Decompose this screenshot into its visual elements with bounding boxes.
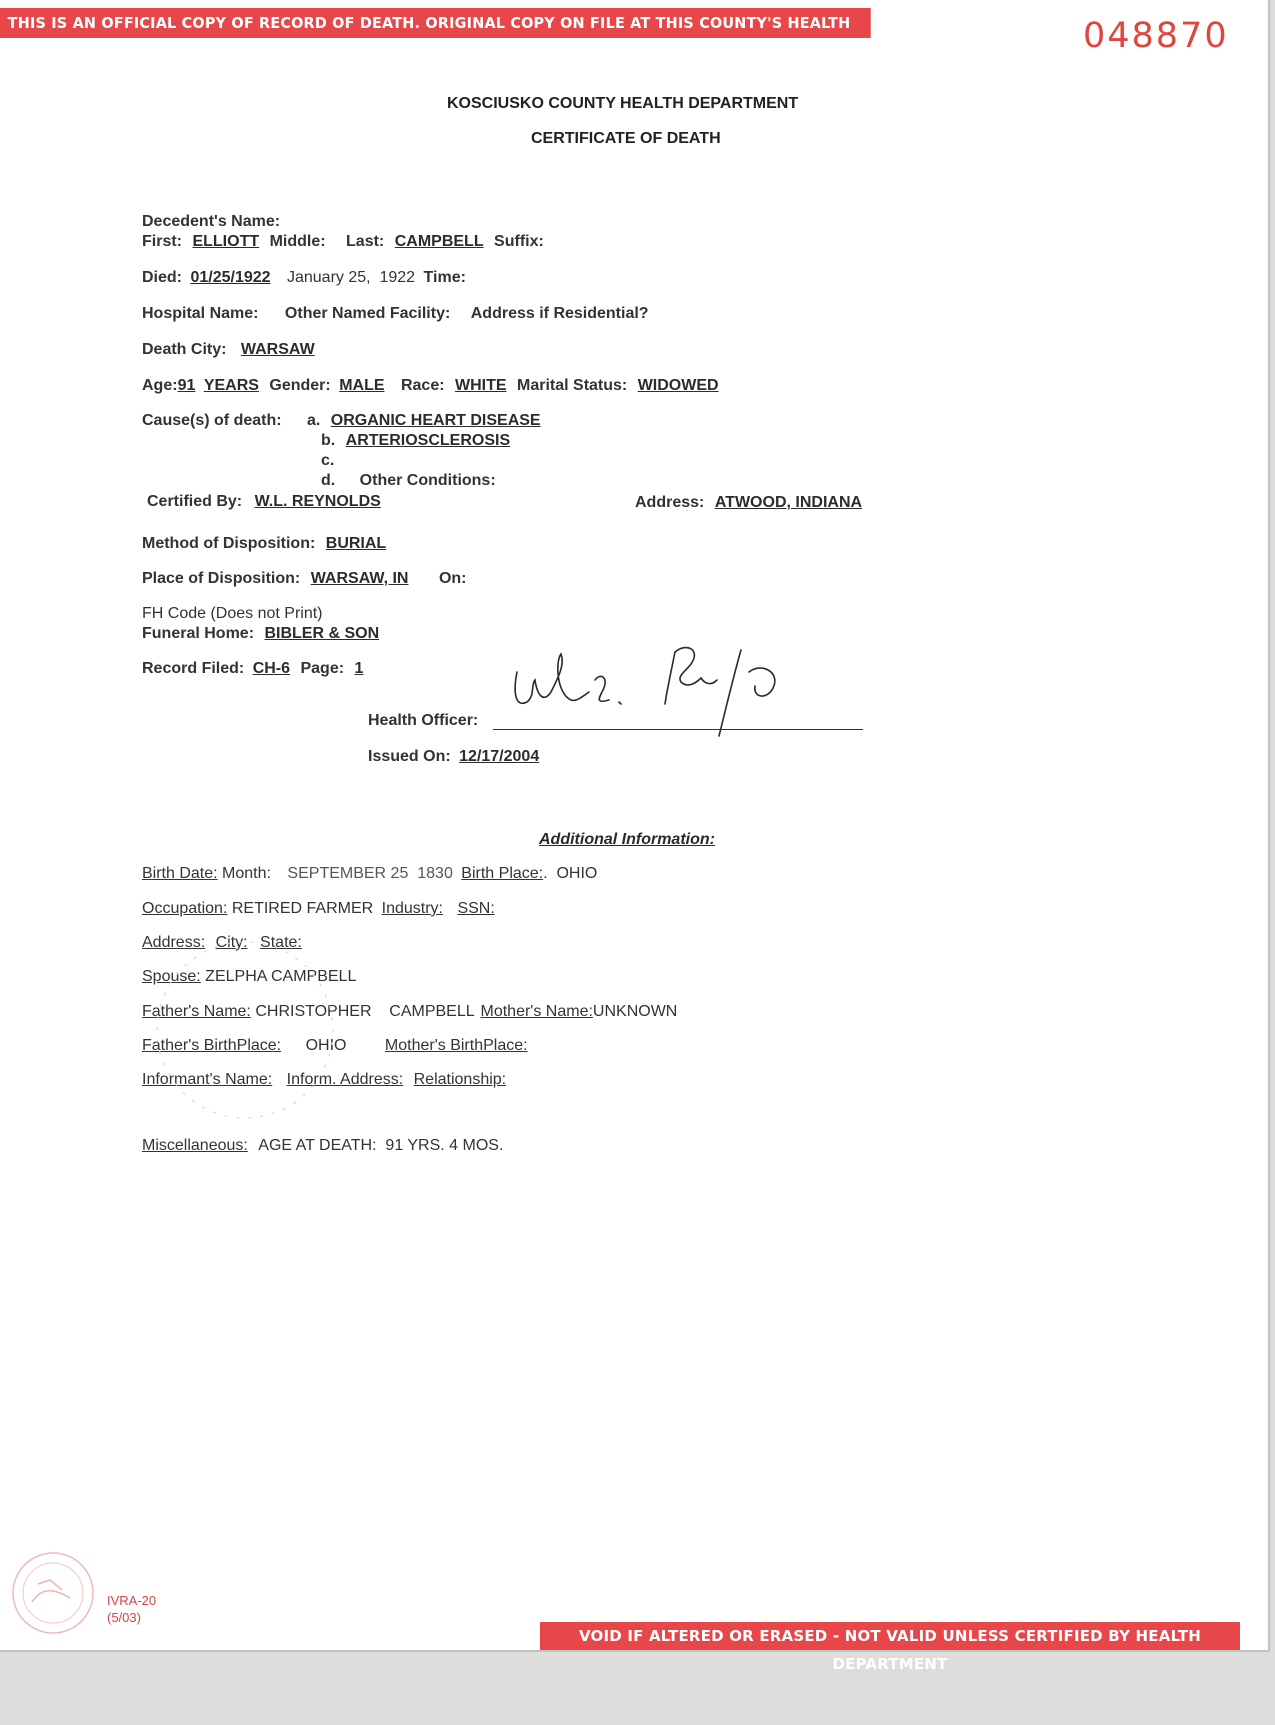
- cause-a-row: [307, 412, 541, 430]
- month-label: Month:: [222, 865, 271, 882]
- miscellaneous-value: AGE AT DEATH: 91 YRS. 4 MOS.: [258, 1137, 504, 1154]
- birth-date-row: [142, 865, 597, 883]
- department-title: KOSCIUSKO COUNTY HEALTH DEPARTMENT: [447, 95, 799, 112]
- mother-name-value: UNKNOWN: [592, 1003, 678, 1020]
- residential-address-label: Address if Residential?: [470, 305, 649, 322]
- certified-by-value: W.L. REYNOLDS: [254, 493, 381, 510]
- marital-status-label: Marital Status:: [517, 377, 628, 394]
- spouse-label: Spouse:: [142, 968, 201, 985]
- cause-b-row: [321, 432, 510, 450]
- occupation-label: Occupation:: [142, 900, 228, 917]
- informant-address-label: Inform. Address:: [286, 1071, 404, 1088]
- hospital-name-label: Hospital Name:: [142, 305, 259, 322]
- causes-label: Cause(s) of death:: [142, 412, 282, 429]
- official-copy-banner: THIS IS AN OFFICIAL COPY OF RECORD OF DEATH. ORIGINAL COPY ON FILE AT THIS COUNTY'S HEALTH DEPARTMENT: [0, 8, 871, 38]
- certified-by-row: [147, 493, 381, 511]
- demographics-row: [142, 377, 719, 395]
- time-label: Time:: [423, 269, 466, 286]
- relationship-label: Relationship:: [413, 1071, 507, 1088]
- age-value: 91: [177, 377, 196, 394]
- mother-name-label: Mother's Name:: [480, 1003, 593, 1020]
- disposition-place-row: [142, 570, 466, 588]
- birth-date-label: Birth Date:: [142, 865, 218, 882]
- occupation-row: [142, 900, 495, 918]
- cause-b-value: ARTERIOSCLEROSIS: [345, 432, 511, 449]
- birth-date-value: SEPTEMBER 25 1830: [287, 865, 453, 882]
- certifier-address-row: [635, 494, 862, 512]
- certifier-address-label: Address:: [635, 494, 705, 511]
- embossed-seal-mark: [150, 925, 340, 1135]
- issued-on-label: Issued On:: [368, 748, 451, 765]
- decedent-name-label: Decedent's Name:: [142, 213, 281, 230]
- other-facility-label: Other Named Facility:: [284, 305, 451, 322]
- fh-code-label: FH Code (Does not Print): [142, 605, 323, 622]
- record-filed-label: Record Filed:: [142, 660, 245, 677]
- first-name-value: ELLIOTT: [192, 233, 260, 250]
- health-officer-signature: [505, 632, 835, 742]
- last-name-value: CAMPBELL: [394, 233, 484, 250]
- gender-value: MALE: [339, 377, 385, 394]
- form-code: IVRA-20: [107, 1593, 157, 1608]
- suffix-label: Suffix:: [494, 233, 544, 250]
- cause-b-letter: b.: [321, 432, 336, 449]
- state-label: State:: [260, 934, 302, 951]
- issued-on-row: [368, 748, 539, 766]
- spouse-value: ZELPHA CAMPBELL: [205, 968, 357, 985]
- cause-d-row: [321, 472, 496, 490]
- died-long-date: January 25, 1922: [286, 269, 416, 286]
- funeral-home-value: BIBLER & SON: [264, 625, 380, 642]
- age-label: Age:: [142, 377, 178, 394]
- record-filed-value: CH-6: [252, 660, 291, 677]
- death-city-value: WARSAW: [240, 341, 315, 358]
- mother-birthplace-label: Mother's BirthPlace:: [384, 1037, 528, 1054]
- industry-label: Industry:: [381, 900, 443, 917]
- death-city-row: [142, 341, 315, 359]
- race-label: Race:: [400, 377, 445, 394]
- miscellaneous-row: [142, 1137, 503, 1155]
- void-warning-banner: VOID IF ALTERED OR ERASED - NOT VALID UNLESS CERTIFIED BY HEALTH DEPARTMENT: [540, 1622, 1240, 1650]
- miscellaneous-label: Miscellaneous:: [142, 1137, 248, 1154]
- page-label: Page:: [300, 660, 345, 677]
- birth-place-value: . OHIO: [543, 865, 598, 882]
- serial-number: 048870: [1083, 16, 1229, 56]
- cause-d-letter: d.: [321, 472, 336, 489]
- other-conditions-label: Other Conditions:: [359, 472, 496, 489]
- age-unit: YEARS: [203, 377, 259, 394]
- disposition-place-value: WARSAW, IN: [310, 570, 409, 587]
- disposition-on-label: On:: [438, 570, 467, 587]
- father-birthplace-label: Father's BirthPlace:: [142, 1037, 282, 1054]
- issued-on-value: 12/17/2004: [459, 748, 540, 765]
- certificate-title: CERTIFICATE OF DEATH: [531, 130, 721, 147]
- record-filed-row: [142, 660, 363, 678]
- funeral-home-row: [142, 625, 379, 643]
- signature-line: [493, 729, 863, 730]
- disposition-method-row: [142, 535, 386, 553]
- disposition-place-label: Place of Disposition:: [142, 570, 301, 587]
- address-label: Address:: [142, 934, 206, 951]
- disposition-method-label: Method of Disposition:: [142, 535, 316, 552]
- cause-a-letter: a.: [307, 412, 321, 429]
- cause-c-letter: c.: [321, 452, 335, 469]
- father-birthplace-value: OHIO: [305, 1037, 347, 1054]
- death-city-label: Death City:: [142, 341, 227, 358]
- facility-row: [142, 305, 649, 323]
- disposition-method-value: BURIAL: [325, 535, 387, 552]
- marital-status-value: WIDOWED: [637, 377, 719, 394]
- died-row: [142, 269, 466, 287]
- decedent-name-row: [142, 233, 544, 251]
- health-officer-label: Health Officer:: [368, 712, 479, 729]
- died-date-value: 01/25/1922: [190, 269, 271, 286]
- gender-label: Gender:: [269, 377, 331, 394]
- last-name-label: Last:: [346, 233, 385, 250]
- certifier-address-value: ATWOOD, INDIANA: [714, 494, 863, 511]
- funeral-home-label: Funeral Home:: [142, 625, 255, 642]
- additional-info-title: Additional Information:: [539, 831, 715, 848]
- birth-place-label: Birth Place:: [461, 865, 544, 882]
- father-name-value: CHRISTOPHER CAMPBELL: [255, 1003, 475, 1020]
- race-value: WHITE: [455, 377, 507, 394]
- occupation-value: RETIRED FARMER: [231, 900, 374, 917]
- informant-name-label: Informant's Name:: [142, 1071, 273, 1088]
- ssn-label: SSN:: [457, 900, 495, 917]
- cause-a-value: ORGANIC HEART DISEASE: [330, 412, 541, 429]
- first-name-label: First:: [142, 233, 182, 250]
- city-label: City:: [215, 934, 248, 951]
- state-seal: [10, 1550, 96, 1636]
- page-value: 1: [354, 660, 364, 677]
- father-name-label: Father's Name:: [142, 1003, 251, 1020]
- middle-name-label: Middle:: [269, 233, 326, 250]
- certified-by-label: Certified By:: [147, 493, 243, 510]
- form-revision: (5/03): [107, 1610, 141, 1625]
- died-label: Died:: [142, 269, 182, 286]
